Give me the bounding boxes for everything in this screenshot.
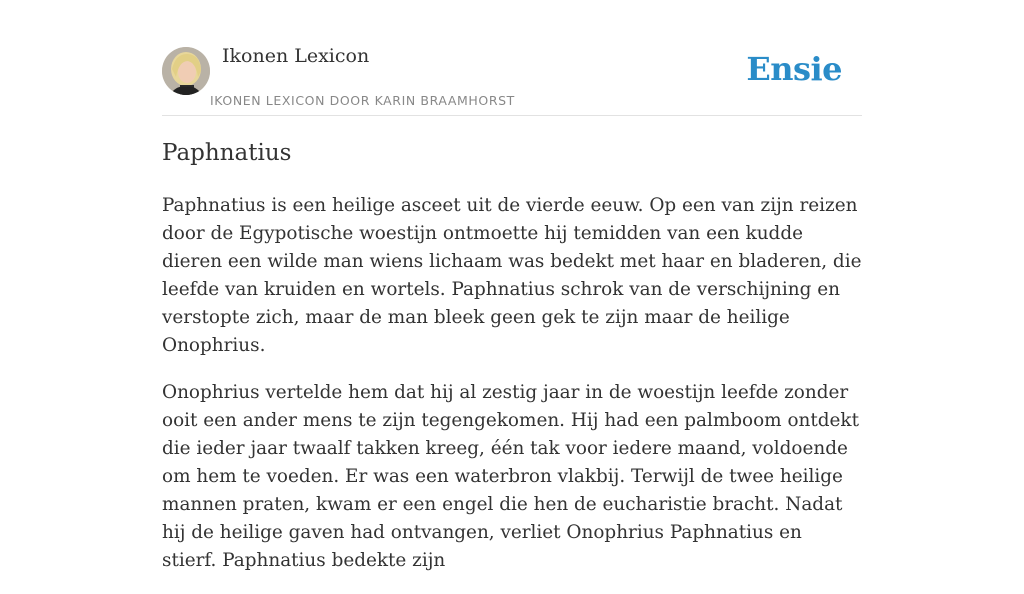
article-body <box>162 192 862 594</box>
article-paragraph: Paphnatius is een heilige asceet uit de vierde eeuw. Op een van zijn reizen door de Egypotische woestijn ontmoette hij temidden van een kudde dieren een wilde man wiens lichaam was bedekt met haar en bladeren, die leefde van kruiden en wortels. Paphnatius schrok van de verschijning en verstopte zich, maar de man bleek geen gek te zijn maar de heilige Onophrius. <box>162 195 862 356</box>
ensie-logo-link[interactable]: Ensie <box>746 50 842 88</box>
article-page <box>162 0 862 571</box>
article-title: Paphnatius <box>162 140 292 166</box>
author-name-link[interactable]: Ikonen Lexicon <box>222 45 370 67</box>
author-avatar-image <box>162 47 210 95</box>
article-header <box>162 0 862 116</box>
article-paragraph: Onophrius vertelde hem dat hij al zestig jaar in de woestijn leefde zonder ooit een ander mens te zijn tegengekomen. Hij had een palmboom ontdekt die ieder jaar twaalf takken kreeg, één tak voor iedere maand, voldoende om hem te voeden. Er was een waterbron vlakbij. Terwijl de twee heilige mannen praten, kwam er een engel die hen de eucharistie bracht. Nadat hij de heilige gaven had ontvangen, verliet Onophrius Paphnatius en stierf. Paphnatius bedekte zijn <box>162 382 859 571</box>
author-avatar[interactable] <box>162 47 210 95</box>
author-subtitle: IKONEN LEXICON DOOR KARIN BRAAMHORST <box>210 93 515 108</box>
